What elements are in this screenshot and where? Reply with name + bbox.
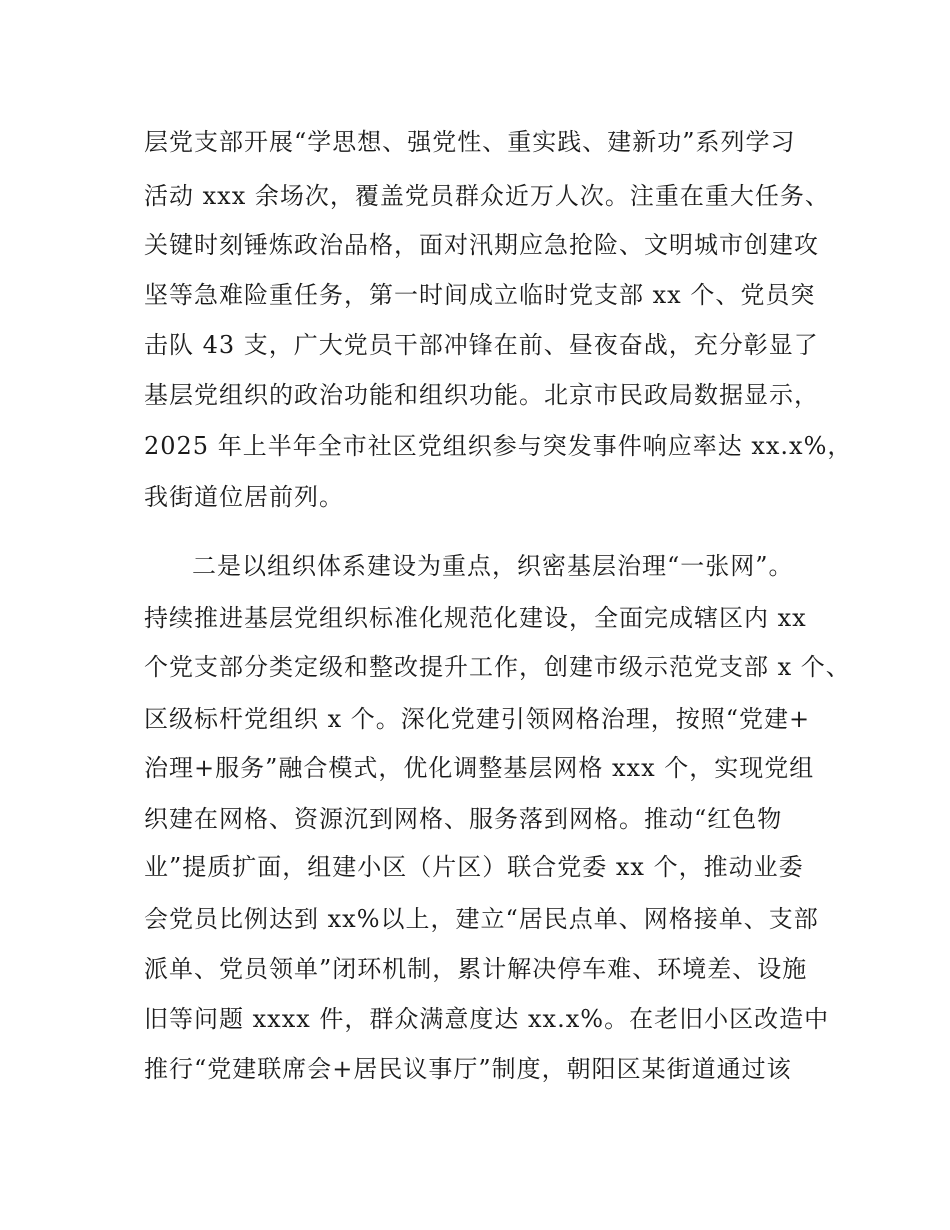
text-line: 基层党组织的政治功能和组织功能。北京市民政局数据显示， [144,381,819,409]
text-line: 击队 43 支，广大党员干部冲锋在前、昼夜奋战，充分彰显了 [144,331,819,359]
text-line: 旧等问题 xxxx 件，群众满意度达 xx.x%。在老旧小区改造中 [144,1005,830,1033]
text-line: 业”提质扩面，组建小区（片区）联合党委 xx 个，推动业委 [144,853,804,881]
text-line: 层党支部开展“学思想、强党性、重实践、建新功”系列学习 [144,128,796,156]
text-line: 我街道位居前列。 [144,483,344,511]
text-line: 个党支部分类定级和整改提升工作，创建市级示范党支部 x 个、 [144,653,851,681]
text-line: 织建在网格、资源沉到网格、服务落到网格。推动“红色物 [144,805,783,833]
text-line: 坚等急难险重任务，第一时间成立临时党支部 xx 个、党员突 [144,281,816,309]
text-line: 关键时刻锤炼政治品格，面对汛期应急抢险、文明城市创建攻 [144,231,819,259]
text-line: 区级标杆党组织 x 个。深化党建引领网格治理，按照“党建+ [144,705,811,733]
text-line: 持续推进基层党组织标准化规范化建设，全面完成辖区内 xx [144,604,807,632]
text-line: 派单、党员领单”闭环机制，累计解决停车难、环境差、设施 [144,955,808,983]
text-line: 会党员比例达到 xx%以上，建立“居民点单、网格接单、支部 [144,905,819,933]
text-line: 治理+服务”融合模式，优化调整基层网格 xxx 个，实现党组 [144,754,815,782]
text-line: 活动 xxx 余场次，覆盖党员群众近万人次。注重在重大任务、 [144,182,830,210]
text-line: 2025 年上半年全市社区党组织参与突发事件响应率达 xx.x%， [144,432,853,460]
text-line: 二是以组织体系建设为重点，织密基层治理“一张网”。 [192,552,794,580]
text-line: 推行“党建联席会+居民议事厅”制度，朝阳区某街道通过该 [144,1055,792,1083]
